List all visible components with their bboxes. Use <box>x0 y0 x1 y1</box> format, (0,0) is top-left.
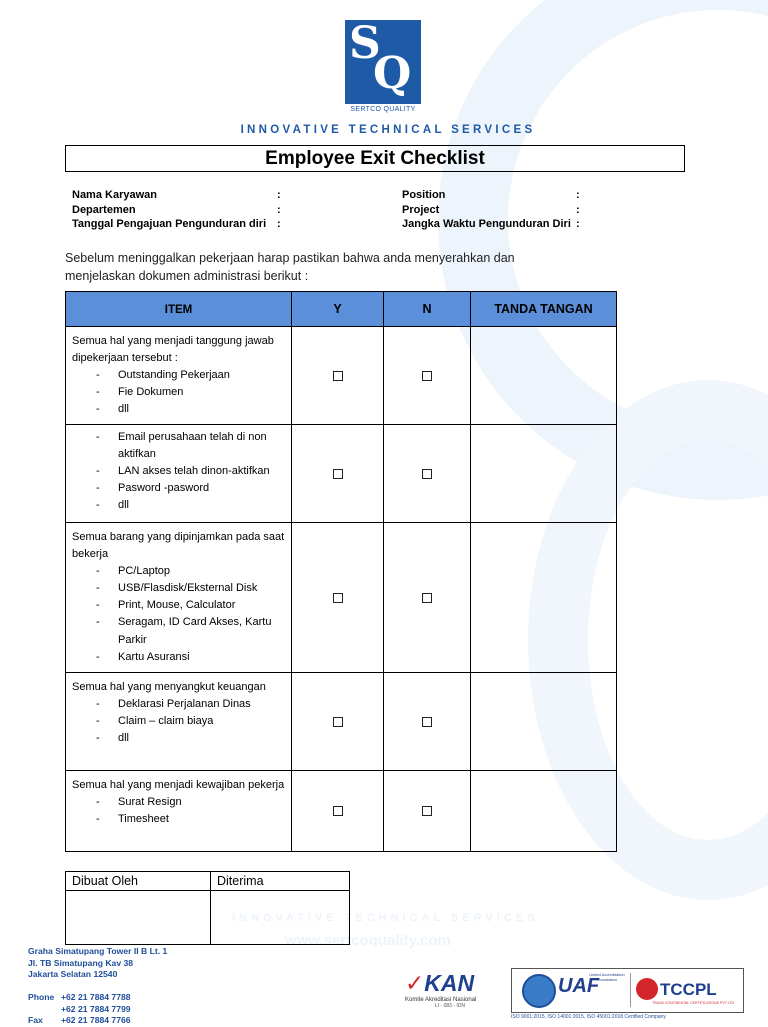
signature-cell[interactable] <box>471 771 617 852</box>
header-item-label: ITEM <box>164 304 193 316</box>
kan-code: LI - 083 - IDN <box>435 1003 466 1009</box>
n-checkbox[interactable] <box>422 469 432 479</box>
list-item: - PC/Laptop <box>72 563 285 580</box>
table-row <box>66 523 617 673</box>
made-by-signature[interactable] <box>66 891 211 945</box>
logo-mark <box>345 20 421 104</box>
y-cell <box>292 771 384 852</box>
tccpl-emblem-icon <box>636 978 658 1000</box>
table-header-row <box>66 292 617 327</box>
tagline-text: INNOVATIVE TECHNICAL SERVICES <box>240 124 536 136</box>
n-checkbox[interactable] <box>422 593 432 603</box>
tccpl-logo-text: TCCPL <box>660 980 717 999</box>
field-colon: : <box>576 203 580 216</box>
list-item: - Deklarasi Perjalanan Dinas <box>72 696 285 713</box>
item-cell <box>66 523 292 673</box>
table-row <box>66 673 617 771</box>
received-label: Diterima <box>211 872 350 891</box>
footer-address <box>28 946 167 1027</box>
address-line: Graha Simatupang Tower II B Lt. 1 <box>28 946 168 956</box>
list-item: - Kartu Asuransi <box>72 649 285 666</box>
watermark-tagline: INNOVATIVE TECHNICAL SERVICES <box>232 912 539 924</box>
phone-number: +62 21 7884 7788 <box>61 992 131 1002</box>
n-cell <box>384 425 471 523</box>
field-label: Departemen <box>72 203 136 216</box>
certification-logos <box>511 968 744 1013</box>
field-colon: : <box>277 189 281 201</box>
signoff-header-row <box>66 872 350 891</box>
received-signature[interactable] <box>211 891 350 945</box>
address-line: Jakarta Selatan 12540 <box>28 969 118 979</box>
signature-cell[interactable] <box>471 425 617 523</box>
kan-logo <box>405 972 495 1009</box>
list-item: - Pasword -pasword <box>72 480 285 497</box>
fax-label: Fax <box>28 1015 43 1025</box>
address-line: Jl. TB Simatupang Kav 38 <box>28 957 134 968</box>
phone-row <box>28 992 167 1004</box>
item-list <box>72 794 285 828</box>
y-cell <box>292 327 384 425</box>
item-list <box>72 367 285 418</box>
header-n: N <box>384 292 471 327</box>
logo-caption: SERTCO QUALITY <box>350 106 416 113</box>
table-row <box>66 327 617 425</box>
y-cell <box>292 673 384 771</box>
table-row <box>66 771 617 852</box>
signature-cell[interactable] <box>471 523 617 673</box>
made-by-label: Dibuat Oleh <box>66 872 211 891</box>
field-colon: : <box>277 203 281 216</box>
field-colon: : <box>576 189 580 201</box>
field-label: Project <box>402 203 440 216</box>
item-list <box>72 429 285 514</box>
watermark-url: www.sertcoquality.com <box>285 932 451 949</box>
item-list <box>72 696 285 747</box>
item-heading: Semua hal yang menjadi tanggung jawab dipekerjaan tersebut : <box>72 335 274 365</box>
list-item: - Fie Dokumen <box>72 384 285 401</box>
signoff-table <box>65 871 350 945</box>
iso-certification-text: ISO 9001:2015, ISO 14001:2015, ISO 45001:2018 Certified Company <box>511 1014 666 1020</box>
item-cell <box>66 673 292 771</box>
n-cell <box>384 673 471 771</box>
intro-line: menjelaskan dokumen administrasi berikut : <box>65 269 309 283</box>
list-item: - Seragam, ID Card Akses, Kartu Parkir <box>72 614 285 648</box>
n-cell <box>384 327 471 425</box>
item-cell <box>66 327 292 425</box>
uaf-subtitle: United Accreditation Foundation <box>589 972 625 982</box>
field-label: Jangka Waktu Pengunduran Diri <box>402 218 571 230</box>
tccpl-subtitle: TRANS CONTINENTAL CERTIFICATIONS PVT LTD <box>652 1001 734 1005</box>
list-item: - dll <box>72 401 285 418</box>
uaf-logo-text: UAF <box>558 975 600 997</box>
logo-divider <box>630 973 631 1007</box>
kan-text: KAN <box>424 970 475 996</box>
signoff-signature-row <box>66 891 350 945</box>
list-item: - Surat Resign <box>72 794 285 811</box>
item-heading: Semua barang yang dipinjamkan pada saat bekerja <box>72 531 285 561</box>
n-checkbox[interactable] <box>422 371 432 381</box>
field-label: Nama Karyawan <box>72 189 157 201</box>
logo-letter-q: Q <box>373 48 412 99</box>
phone-number: +62 21 7884 7799 <box>61 1003 131 1014</box>
y-checkbox[interactable] <box>333 593 343 603</box>
fax-row <box>28 1015 167 1027</box>
y-checkbox[interactable] <box>333 371 343 381</box>
document-title: Employee Exit Checklist <box>265 148 485 169</box>
signature-cell[interactable] <box>471 327 617 425</box>
list-item: - Claim – claim biaya <box>72 713 285 730</box>
header-signature: TANDA TANGAN <box>471 292 617 327</box>
item-heading: Semua hal yang menyangkut keuangan <box>72 681 266 693</box>
kan-subtitle: Komite Akreditasi Nasional <box>405 997 477 1003</box>
field-label: Tanggal Pengajuan Pengunduran diri <box>72 218 267 230</box>
list-item: - dll <box>72 497 285 514</box>
list-item: - LAN akses telah dinon-aktifkan <box>72 463 285 480</box>
y-cell <box>292 425 384 523</box>
header-item <box>66 292 292 327</box>
fax-number: +62 21 7884 7766 <box>61 1015 131 1025</box>
table-row <box>66 425 617 523</box>
globe-icon <box>522 974 556 1008</box>
signature-cell[interactable] <box>471 673 617 771</box>
list-item: - Email perusahaan telah di non aktifkan <box>72 429 285 463</box>
item-list <box>72 563 285 666</box>
phone-label: Phone <box>28 992 55 1002</box>
intro-paragraph <box>65 249 625 285</box>
logo-letter-s: S <box>349 18 381 69</box>
y-checkbox[interactable] <box>333 806 343 816</box>
list-item: - Print, Mouse, Calculator <box>72 597 285 614</box>
field-label: Position <box>402 189 446 201</box>
item-cell <box>66 425 292 523</box>
list-item: - Outstanding Pekerjaan <box>72 367 285 384</box>
kan-mark: ✓KAN <box>405 970 475 996</box>
document-title-box <box>65 145 685 172</box>
n-checkbox[interactable] <box>422 717 432 727</box>
field-colon: : <box>277 218 281 230</box>
y-checkbox[interactable] <box>333 717 343 727</box>
list-item: - Timesheet <box>72 811 285 828</box>
y-cell <box>292 523 384 673</box>
item-heading: Semua hal yang menjadi kewajiban pekerja <box>72 779 285 791</box>
field-colon: : <box>576 218 580 230</box>
company-tagline <box>0 124 768 136</box>
n-cell <box>384 523 471 673</box>
y-checkbox[interactable] <box>333 469 343 479</box>
item-cell <box>66 771 292 852</box>
intro-line: Sebelum meninggalkan pekerjaan harap pastikan bahwa anda menyerahkan dan <box>65 251 515 265</box>
list-item: - dll <box>72 730 285 747</box>
company-logo <box>345 20 421 113</box>
list-item: - USB/Flasdisk/Eksternal Disk <box>72 580 285 597</box>
header-y: Y <box>292 292 384 327</box>
n-checkbox[interactable] <box>422 806 432 816</box>
exit-checklist-table <box>65 291 617 852</box>
n-cell <box>384 771 471 852</box>
phone-row <box>28 1004 167 1016</box>
